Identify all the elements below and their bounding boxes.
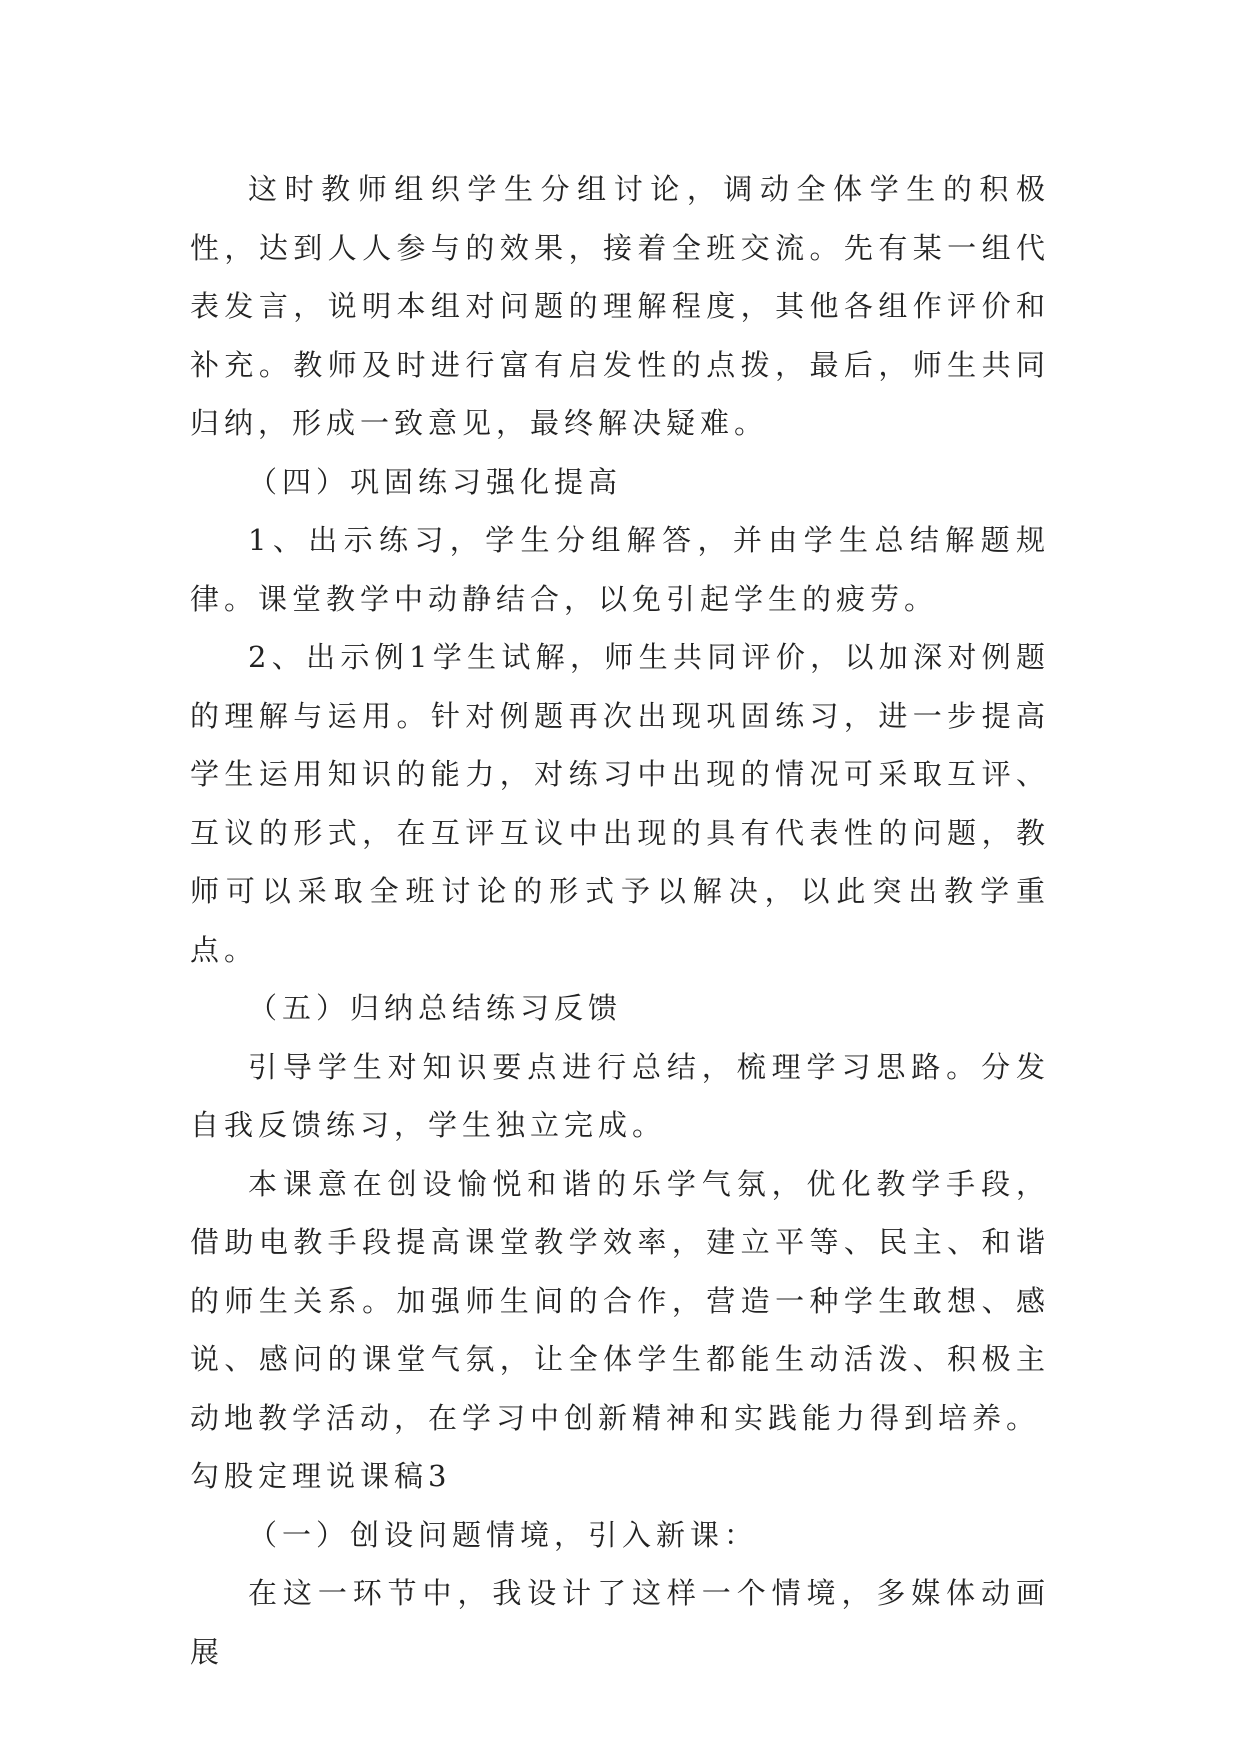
paragraph-introduction: 在这一环节中，我设计了这样一个情境，多媒体动画展 xyxy=(190,1576,1050,1669)
paragraph-group-discussion: 这时教师组织学生分组讨论，调动全体学生的积极性，达到人人参与的效果，接着全班交流。先有某一组代表发言，说明本组对问题的理解程度，其他各组作评价和补充。教师及时进行富有启发性的点拨，最后，师生共同归纳，形成一致意见，最终解决疑难。 xyxy=(190,172,1050,440)
paragraph-lesson-goals: 本课意在创设愉悦和谐的乐学气氛，优化教学手段，借助电教手段提高课堂教学效率，建立平等、民主、和谐的师生关系。加强师生间的合作，营造一种学生敢想、感说、感问的课堂气氛，让全体学生都能生动活泼、积极主动地教学活动，在学习中创新精神和实践能力得到培养。 xyxy=(190,1166,1050,1435)
document-section-title: 勾股定理说课稿3 xyxy=(190,1459,452,1493)
document-body xyxy=(190,160,1050,1681)
section-heading-consolidation: （四）巩固练习强化提高 xyxy=(248,464,623,499)
paragraph-practice-2: 2、出示例1学生试解，师生共同评价，以加深对例题的理解与运用。针对例题再次出现巩固练习，进一步提高学生运用知识的能力，对练习中出现的情况可采取互评、互议的形式，在互评互议中出现的具有代表性的问题，教师可以采取全班讨论的形式予以解决，以此突出教学重点。 xyxy=(190,640,1050,967)
paragraph-summary: 引导学生对知识要点进行总结，梳理学习思路。分发自我反馈练习，学生独立完成。 xyxy=(190,1049,1050,1142)
section-heading-summary: （五）归纳总结练习反馈 xyxy=(248,991,623,1025)
section-heading-introduction: （一）创设问题情境，引入新课： xyxy=(248,1517,759,1552)
paragraph-practice-1: 1、出示练习，学生分组解答，并由学生总结解题规律。课堂教学中动静结合，以免引起学生的疲劳。 xyxy=(190,523,1050,616)
